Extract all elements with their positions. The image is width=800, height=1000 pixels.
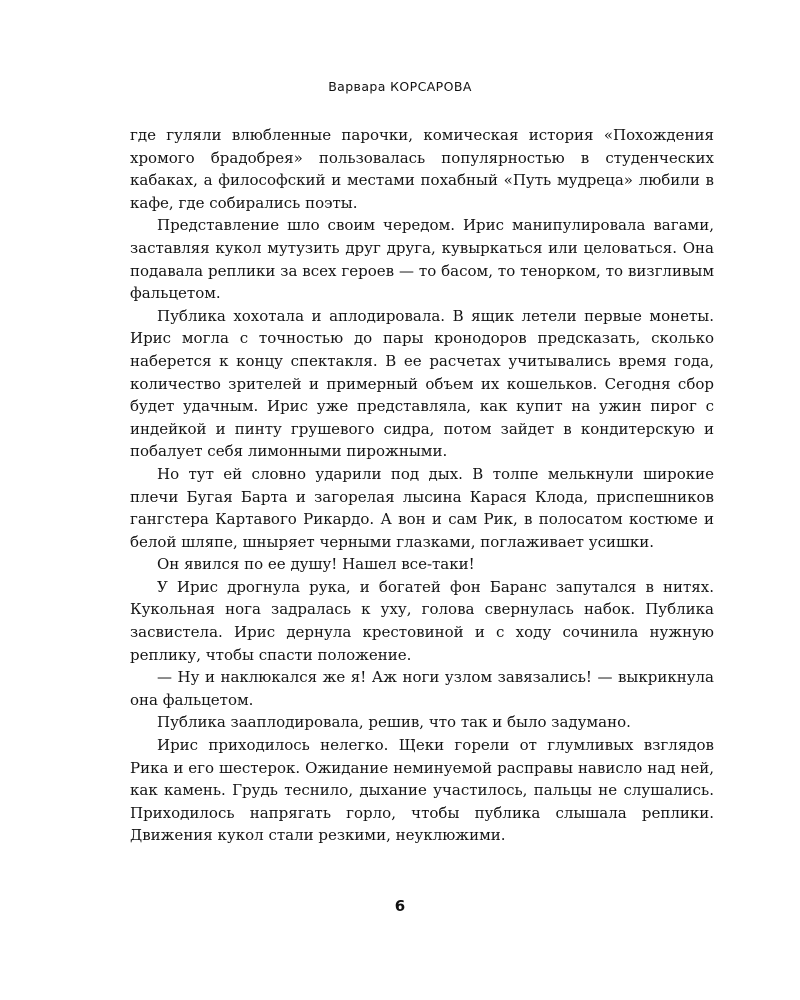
paragraph: У Ирис дрогнула рука, и богатей фон Баранс запутался в нитях. Кукольная нога задралась к уху, голова свернулась набок. Публика засвистела. Ирис дернула крестовиной и с ходу сочинила нужную реплику, чтобы спасти положение. — [130, 577, 714, 664]
paragraph: Публика хохотала и аплодировала. В ящик летели первые монеты. Ирис могла с точностью до пары кронодоров предсказать, сколько наберется к концу спектакля. В ее расчетах учитывались время года, количество зрителей и примерный объем их кошельков. Сегодня сбор будет удачным. Ирис уже представляла, как купит на ужин пирог с индейкой и пинту грушевого сидра, потом зайдет в кондитерскую и побалует себя лимонными пирожными. — [130, 306, 714, 461]
page-number: 6 — [394, 897, 406, 915]
paragraph: Ирис приходилось нелегко. Щеки горели от глумливых взглядов Рика и его шестерок. Ожидание неминуемой расправы нависло над ней, как камень. Грудь теснило, дыхание участилось, пальцы не слушались. Приходилось напрягать горло, чтобы публика слышала реплики. Движения кукол стали резкими, неуклюжими. — [130, 736, 714, 845]
running-head: Варвара КОРСАРОВА — [328, 79, 472, 94]
paragraph: Но тут ей словно ударили под дых. В толпе мелькнули широкие плечи Бугая Барта и загорелая лысина Карася Клода, приспешников гангстера Картавого Рикардо. А вон и сам Рик, в полосатом костюме и белой шляпе, шныряет черными глазками, поглаживает усишки. — [130, 464, 714, 551]
paragraph: Публика зааплодировала, решив, что так и было задумано. — [157, 713, 631, 732]
paragraph: где гуляли влюбленные парочки, комическая история «Похождения хромого брадобрея» пользовалась популярностью в студенческих кабаках, а философский и местами похабный «Путь мудреца» любили в кафе, где собирались поэты. — [130, 126, 714, 212]
paragraph: Представление шло своим чередом. Ирис манипулировала вагами, заставляя кукол мутузить друг друга, кувыркаться или целоваться. Она подавала реплики за всех героев — то басом, то тенорком, то визгливым фальцетом. — [130, 216, 714, 303]
paragraph: — Ну и наклюкался же я! Аж ноги узлом завязались! — выкрикнула она фальцетом. — [130, 668, 714, 709]
body-text — [130, 124, 714, 847]
paragraph: Он явился по ее душу! Нашел все-таки! — [157, 555, 475, 574]
